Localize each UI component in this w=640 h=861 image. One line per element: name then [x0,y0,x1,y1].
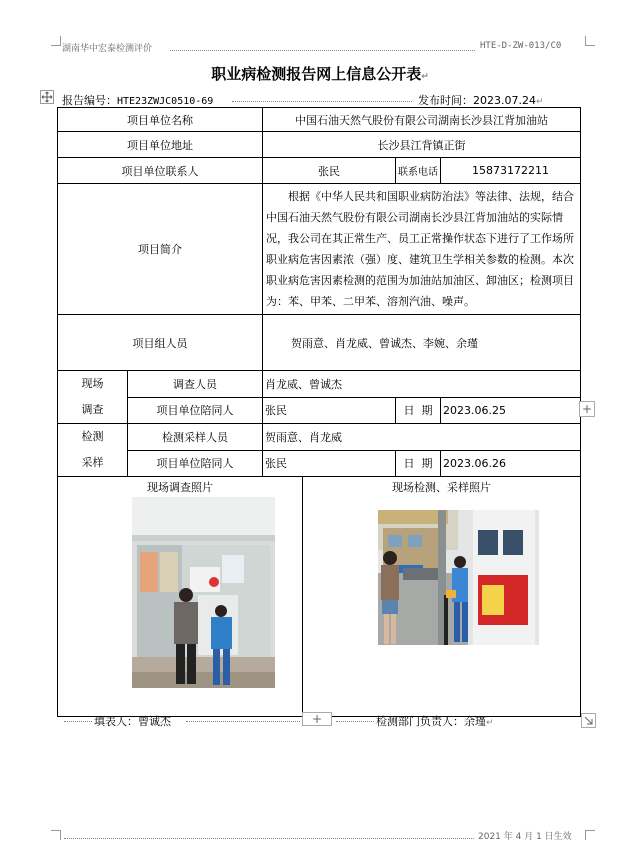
unit-name-value: 中国石油天然气股份有限公司湖南长沙县江背加油站 [263,108,581,132]
intro-text: 根据《中华人民共和国职业病防治法》等法律、法规，结合中国石油天然气股份有限公司湖南长沙县江背加油站的实际情况，我公司在其正常生产、员工正常操作状态下进行了工作场所职业病危害因素浓（强）度、建筑卫生学相关参数的检测。本次职业病危害因素检测的范围为加油站加油区、卸油区；检测项目为：苯、甲苯、二甲苯、溶剂汽油、噪声。 [263,184,581,315]
corner-mark-bottom-right [585,830,595,840]
plus-icon[interactable]: + [579,401,595,417]
footer-dotted-line-1 [64,721,92,722]
department-head: 检测部门负责人：余瑾↵ [376,715,494,728]
sampling-escort-value: 张民 [263,450,396,477]
header-left-text: 湖南华中宏泰检测评价 [62,44,153,54]
meta-dotted-line [232,101,412,102]
survey-group-label: 现场 调查 [58,371,128,424]
footer-dotted-line-2 [186,721,300,722]
sampling-date-value: 2023.06.26 [441,450,581,477]
address-value: 长沙县江背镇正街 [263,132,581,158]
sampling-group-label: 检测 采样 [58,424,128,477]
contact-value: 张民 [263,158,396,184]
survey-escort-value: 张民 [263,397,396,424]
corner-mark-bottom-left [51,830,61,840]
survey-staff-value: 肖龙威、曾诚杰 [263,371,581,398]
sampling-photo [378,510,539,645]
survey-date-label: 日 期 [396,397,441,424]
survey-photo [132,497,275,688]
sampling-photo-cell: 现场检测、采样照片 [303,477,581,717]
survey-photo-cell: 现场调查照片 [58,477,303,717]
intro-label: 项目简介 [58,184,263,315]
address-label: 项目单位地址 [58,132,263,158]
members-label: 项目组人员 [58,315,263,371]
sampling-escort-label: 项目单位陪同人 [128,450,263,477]
survey-date-value: 2023.06.25 [441,397,581,424]
filler: 填表人：曾诚杰 [94,715,171,728]
header-right-text: HTE-D-ZW-013/C0 [480,41,562,51]
members-value: 贺雨意、肖龙威、曾诚杰、李婉、余瑾 [263,315,581,371]
survey-escort-label: 项目单位陪同人 [128,397,263,424]
footer-dotted-line-3 [336,721,374,722]
page-title: 职业病检测报告网上信息公开表↵ [211,65,429,83]
move-handle-icon[interactable] [40,90,54,104]
page-footer-text: 2021 年 4 月 1 日生效 [478,832,572,842]
sampling-date-label: 日 期 [396,450,441,477]
sampling-staff-label: 检测采样人员 [128,424,263,451]
sampling-staff-value: 贺雨意、肖龙威 [263,424,581,451]
header-dotted-line [170,50,475,51]
phone-label: 联系电话 [396,158,441,184]
page-footer-dotted-line [64,838,474,839]
survey-staff-label: 调查人员 [128,371,263,398]
resize-icon[interactable] [581,713,596,728]
report-number: 报告编号：HTE23ZWJC0510-69 [62,94,214,107]
footer-plus-icon[interactable]: + [302,712,332,726]
contact-label: 项目单位联系人 [58,158,263,184]
unit-name-label: 项目单位名称 [58,108,263,132]
publish-date: 发布时间：2023.07.24↵ [418,94,544,107]
phone-value: 15873172211 [441,158,581,184]
corner-mark-top-right [585,36,595,46]
corner-mark-top-left [51,36,61,46]
